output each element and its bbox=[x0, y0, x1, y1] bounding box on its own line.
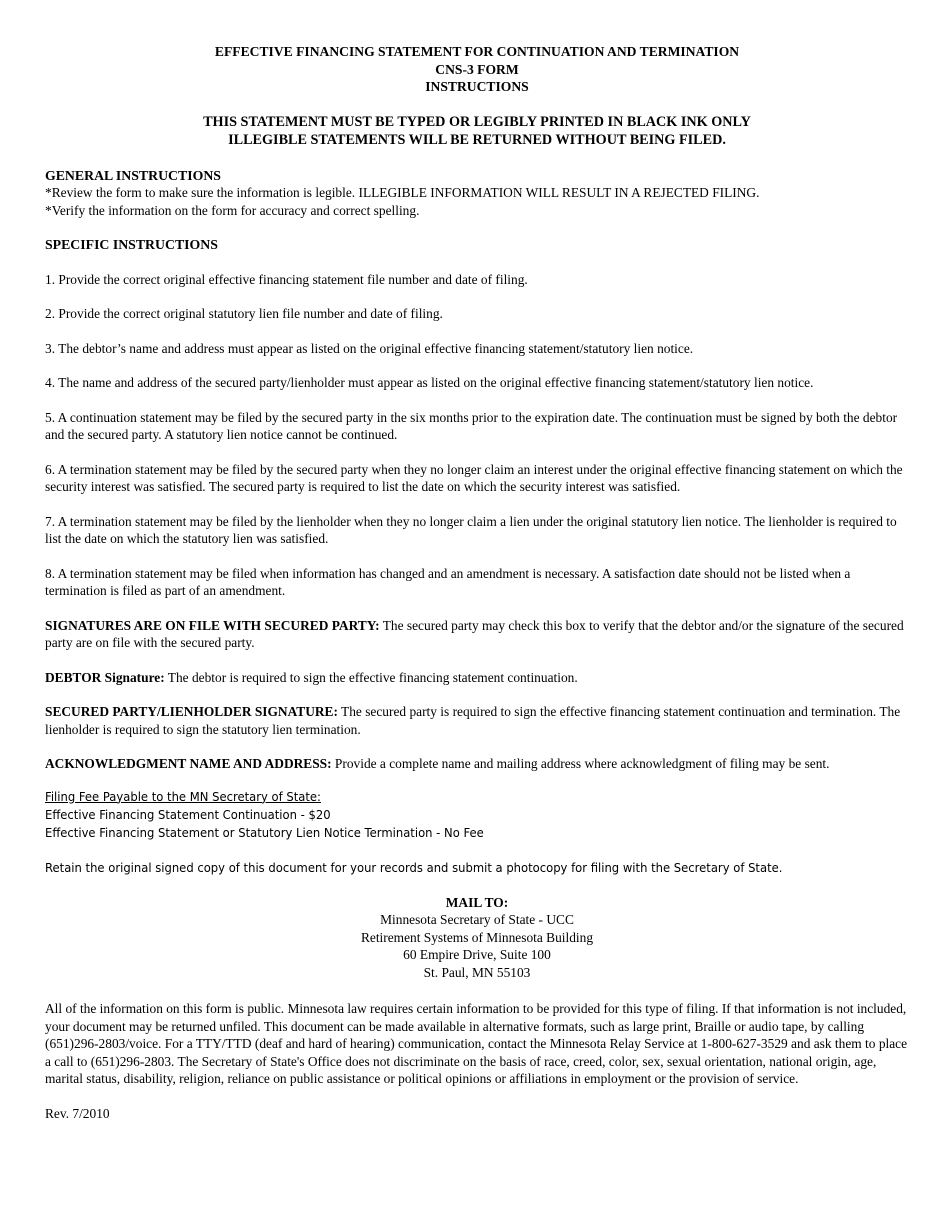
signatures-on-file-section bbox=[45, 617, 909, 652]
general-heading: GENERAL INSTRUCTIONS bbox=[45, 167, 221, 183]
revision-date: Rev. 7/2010 bbox=[45, 1105, 110, 1121]
instruction-item: 6. A termination statement may be filed by the secured party when they no longer claim an interest under the original effective financing statement on which the security interest was satisfied. The secured party is required to list the date on which the security interest was satisfied. bbox=[45, 461, 903, 494]
public-information-notice: All of the information on this form is public. Minnesota law requires certain information to be provided for this type of filing. If that information is not included, your document may be returned unfiled. This document can be made available in alternative formats, such as large print, Braille or audio tape, by calling (651)296-2803/voice. For a TTY/TTD (deaf and hard of hearing) communication, contact the Minnesota Relay Service at 1-800-627-3529 and ask them to place a call to (651)296-2803. The Secretary of State's Office does not discriminate on the basis of race, creed, color, sex, sexual orientation, national origin, age, marital status, disability, religion, reliance on public assistance or political opinions or affiliations in employment or the provision of service. bbox=[45, 1001, 908, 1086]
general-line: *Review the form to make sure the information is legible. ILLEGIBLE INFORMATION WILL RESULT IN A REJECTED FILING. bbox=[45, 185, 760, 200]
termination-fee: Effective Financing Statement or Statutory Lien Notice Termination - No Fee bbox=[45, 824, 484, 840]
mail-to-heading: MAIL TO: bbox=[445, 894, 509, 910]
instruction-item: 5. A continuation statement may be filed by the secured party in the six months prior to the expiration date. The continuation must be signed by both the debtor and the secured party. A statutory lien notice cannot be continued. bbox=[45, 409, 898, 442]
acknowledgment-label: ACKNOWLEDGMENT NAME AND ADDRESS: bbox=[45, 756, 332, 771]
debtor-signature-text: The debtor is required to sign the effective financing statement continuation. bbox=[164, 669, 578, 685]
secured-party-signature-section bbox=[45, 703, 909, 738]
instruction-list bbox=[45, 271, 909, 600]
filing-fees bbox=[45, 788, 840, 842]
form-number: CNS-3 FORM bbox=[435, 61, 519, 77]
mail-line: 60 Empire Drive, Suite 100 bbox=[403, 947, 551, 962]
warning-line-2: ILLEGIBLE STATEMENTS WILL BE RETURNED WITHOUT BEING FILED. bbox=[228, 132, 726, 148]
debtor-signature-label: DEBTOR Signature: bbox=[45, 669, 165, 685]
filing-fee-heading: Filing Fee Payable to the MN Secretary of State: bbox=[45, 788, 321, 804]
instruction-item: 8. A termination statement may be filed when information has changed and an amendment is necessary. A satisfaction date should not be listed when a termination is filed as part of an amendment. bbox=[45, 565, 851, 598]
retain-copy-note: Retain the original signed copy of this document for your records and submit a photocopy for filing with the Secretary of State. bbox=[45, 859, 783, 875]
secured-party-signature-label: SECURED PARTY/LIENHOLDER SIGNATURE: bbox=[45, 704, 338, 719]
debtor-signature-section bbox=[45, 669, 909, 687]
mail-line: St. Paul, MN 55103 bbox=[423, 964, 531, 980]
general-instructions bbox=[45, 167, 909, 220]
specific-instructions bbox=[45, 236, 909, 600]
instruction-item: 3. The debtor’s name and address must appear as listed on the original effective financing statement/statutory lien notice. bbox=[45, 340, 694, 356]
mailing-address bbox=[45, 894, 909, 982]
document-subtitle: INSTRUCTIONS bbox=[425, 79, 529, 94]
document-title: EFFECTIVE FINANCING STATEMENT FOR CONTINUATION AND TERMINATION bbox=[214, 44, 740, 59]
document-header bbox=[45, 43, 909, 96]
acknowledgment-section bbox=[45, 755, 909, 773]
secured-party-signature-text: The secured party is required to sign the effective financing statement continuation and termination. The lienholder is required to sign the statutory lien termination. bbox=[45, 704, 901, 737]
instruction-item: 7. A termination statement may be filed by the lienholder when they no longer claim a lien under the original statutory lien notice. The lienholder is required to list the date on which the statutory lien was satisfied. bbox=[45, 513, 897, 546]
continuation-fee: Effective Financing Statement Continuation - $20 bbox=[45, 806, 331, 822]
instruction-item: 1. Provide the correct original effective financing statement file number and date of filing. bbox=[45, 271, 528, 287]
acknowledgment-text: Provide a complete name and mailing address where acknowledgment of filing may be sent. bbox=[331, 756, 830, 771]
legibility-warning bbox=[45, 113, 909, 150]
signatures-on-file-label: SIGNATURES ARE ON FILE WITH SECURED PARTY: bbox=[45, 617, 380, 633]
specific-heading: SPECIFIC INSTRUCTIONS bbox=[45, 237, 218, 252]
mail-line: Minnesota Secretary of State - UCC bbox=[380, 912, 574, 927]
general-line: *Verify the information on the form for accuracy and correct spelling. bbox=[45, 202, 420, 218]
document-body bbox=[45, 43, 909, 1122]
instruction-item: 2. Provide the correct original statutory lien file number and date of filing. bbox=[45, 306, 443, 321]
warning-line-1: THIS STATEMENT MUST BE TYPED OR LEGIBLY PRINTED IN BLACK INK ONLY bbox=[203, 113, 751, 130]
mail-line: Retirement Systems of Minnesota Building bbox=[360, 929, 594, 945]
instruction-item: 4. The name and address of the secured party/lienholder must appear as listed on the original effective financing statement/statutory lien notice. bbox=[45, 375, 814, 390]
signatures-on-file-text: The secured party may check this box to verify that the debtor and/or the signature of the secured party are on file with the secured party. bbox=[45, 617, 904, 650]
